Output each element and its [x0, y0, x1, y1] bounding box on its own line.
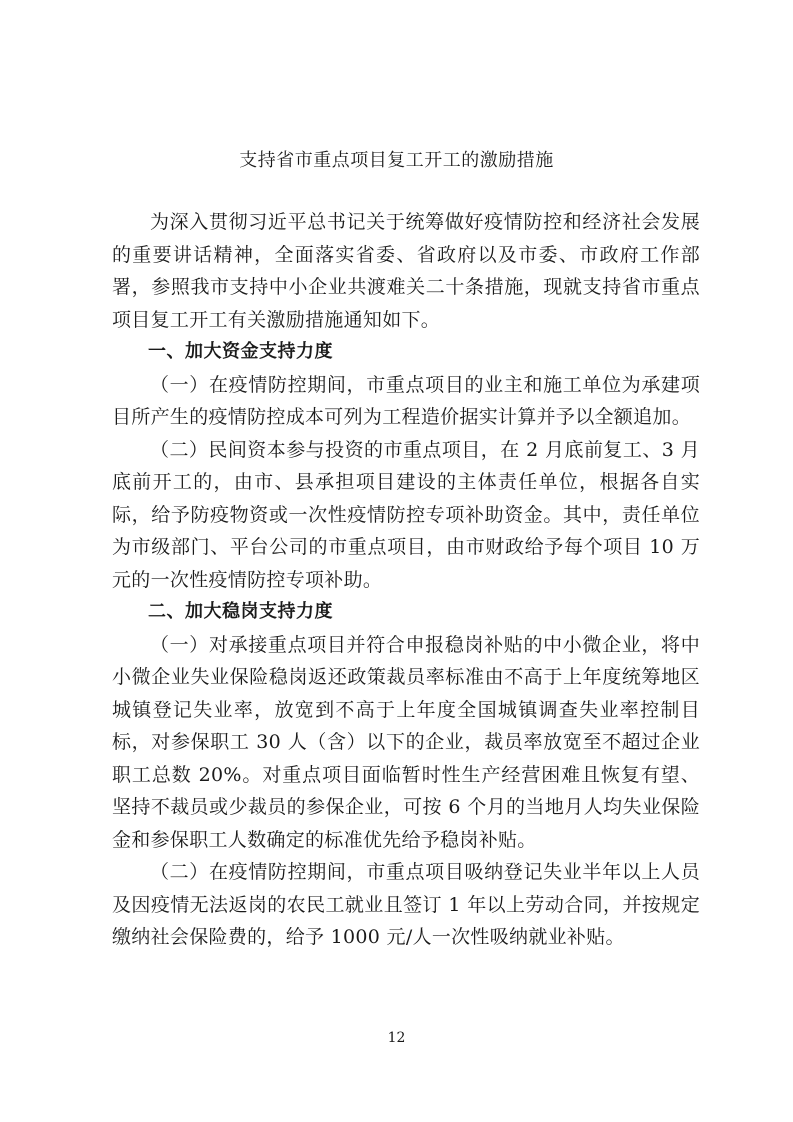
document-title: 支持省市重点项目复工开工的激励措施 — [239, 150, 554, 171]
section-heading: 二、加大稳岗支持力度 — [148, 601, 333, 622]
section-item: （一）对承接重点项目并符合申报稳岗补贴的中小微企业，将中小微企业失业保险稳岗返还政策裁员率标准由不高于上年度统筹地区城镇登记失业率，放宽到不高于上年度全国城镇调查失业率控制目标，对参保职工 30 人（含）以下的企业，裁员率放宽至不超过企业职工总数 20%。对重点项目面临暂时性生产经营困难且恢复有望、坚持不裁员或少裁员的参保企业，可按 6 个月的当地月人均失业保险金和参保职工人数确定的标准优先给予稳岗补贴。 — [112, 633, 700, 851]
page-number: 12 — [387, 1030, 406, 1046]
section-item: （二）在疫情防控期间，市重点项目吸纳登记失业半年以上人员及因疫情无法返岗的农民工就业且签订 1 年以上劳动合同，并按规定缴纳社会保险费的，给予 1000 元/人一次性吸纳就业补贴。 — [112, 861, 700, 948]
section-job-stabilization — [112, 596, 700, 954]
section-heading: 一、加大资金支持力度 — [148, 341, 333, 362]
section-funding — [112, 336, 700, 596]
section-item: （二）民间资本参与投资的市重点项目，在 2 月底前复工、3 月底前开工的，由市、县承担项目建设的主体责任单位，根据各自实际，给予防疫物资或一次性疫情防控专项补助资金。其中，责任单位为市级部门、平台公司的市重点项目，由市财政给予每个项目 10 万元的一次性疫情防控专项补助。 — [112, 438, 700, 591]
section-item: （一）在疫情防控期间，市重点项目的业主和施工单位为承建项目所产生的疫情防控成本可列为工程造价据实计算并予以全额追加。 — [112, 373, 700, 428]
intro-paragraph: 为深入贯彻习近平总书记关于统筹做好疫情防控和经济社会发展的重要讲话精神，全面落实省委、省政府以及市委、市政府工作部署，参照我市支持中小企业共渡难关二十条措施，现就支持省市重点项目复工开工有关激励措施通知如下。 — [112, 211, 700, 331]
document-body — [112, 206, 700, 954]
